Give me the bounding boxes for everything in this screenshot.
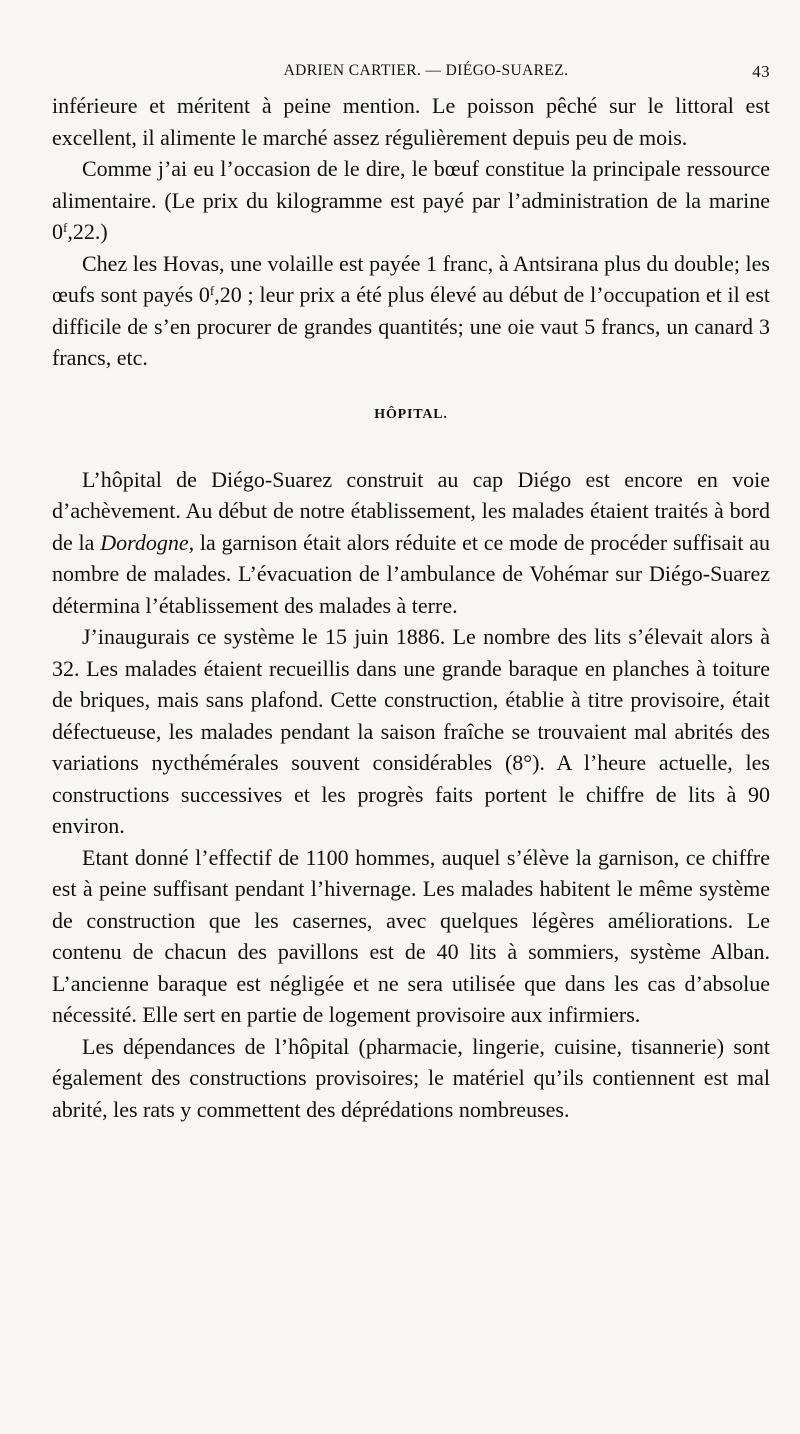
paragraph-text: Etant donné l’effectif de 1100 hommes, auquel s’élève la garnison, ce chiffre est à peine suffisant pendant l’hivernage. Les malades habitent le même système de construction que les casernes, avec quelques légères améliorations. Le contenu de chacun des pavillons est de 40 lits à sommiers, système Alban. L’ancienne baraque est négligée et ne sera utilisée que dans les cas d’absolue nécessité. Elle sert en partie de logement provisoire aux infirmiers. <box>52 844 770 1027</box>
paragraph-text: Comme j’ai eu l’occasion de le dire, le bœuf constitue la principale ressource alimentaire. (Le prix du kilogramme est payé par l’administration de la marine 0 <box>52 156 770 244</box>
franc-abbreviation: f <box>209 283 215 298</box>
paragraph-beef-price <box>52 153 770 248</box>
ship-name: Dordogne <box>100 529 189 555</box>
paragraph-hospital-outbuildings <box>52 1031 770 1126</box>
paragraph-text: inférieure et méritent à peine mention. Le poisson pêché sur le littoral est excellent, il alimente le marché assez régulièrement depuis peu de mois. <box>52 93 770 150</box>
running-head <box>52 62 770 90</box>
paragraph-text: Chez les Hovas, une volaille est payée 1 franc, à Antsirana plus du double; les œufs sont payés 0 <box>52 250 770 307</box>
paragraph-fish-market <box>52 90 770 153</box>
paragraph-text: ,20 ; leur prix a été plus élevé au début de l’occupation et il est difficile de s’en procurer de grandes quantités; une oie vaut 5 francs, un canard 3 francs, etc. <box>52 282 770 370</box>
page-number: 43 <box>752 62 770 81</box>
paragraph-hospital-intro <box>52 464 770 622</box>
paragraph-text: , la garnison était alors réduite et ce mode de procéder suffisait au nombre de malades. L’évacuation de l’ambulance de Vohémar sur Diégo-Suarez détermina l’établissement des malades à terre. <box>52 529 770 618</box>
paragraph-text: Les dépendances de l’hôpital (pharmacie, lingerie, cuisine, tisannerie) sont également des constructions provisoires; le matériel qu’ils contiennent est mal abrité, les rats y commettent des déprédations nombreuses. <box>52 1033 770 1122</box>
book-page <box>52 62 770 1125</box>
paragraph-text: L’hôpital de Diégo-Suarez construit au cap Diégo est encore en voie d’achèvement. Au début de notre établissement, les malades étaient traités à bord de la <box>52 466 770 555</box>
paragraph-text: ,22.) <box>67 219 108 244</box>
paragraph-hospital-beds <box>52 621 770 842</box>
running-title: ADRIEN CARTIER. — DIÉGO-SUAREZ. <box>283 62 569 79</box>
paragraph-garrison-capacity <box>52 842 770 1031</box>
franc-abbreviation: f <box>63 220 68 235</box>
section-heading: HÔPITAL. <box>374 406 448 422</box>
paragraph-text: J’inaugurais ce système le 15 juin 1886. Le nombre des lits s’élevait alors à 32. Les malades étaient recueillis dans une grande baraque en planches à toiture de briques, mais sans plafond. Cette construction, établie à titre provisoire, était défectueuse, les malades pendant la saison fraîche se trouvaient mal abrités des variations nycthémérales souvent considérables (8°). A l’heure actuelle, les constructions successives et les progrès faits portent le chiffre de lits à 90 environ. <box>52 624 770 838</box>
paragraph-poultry-prices <box>52 248 770 374</box>
